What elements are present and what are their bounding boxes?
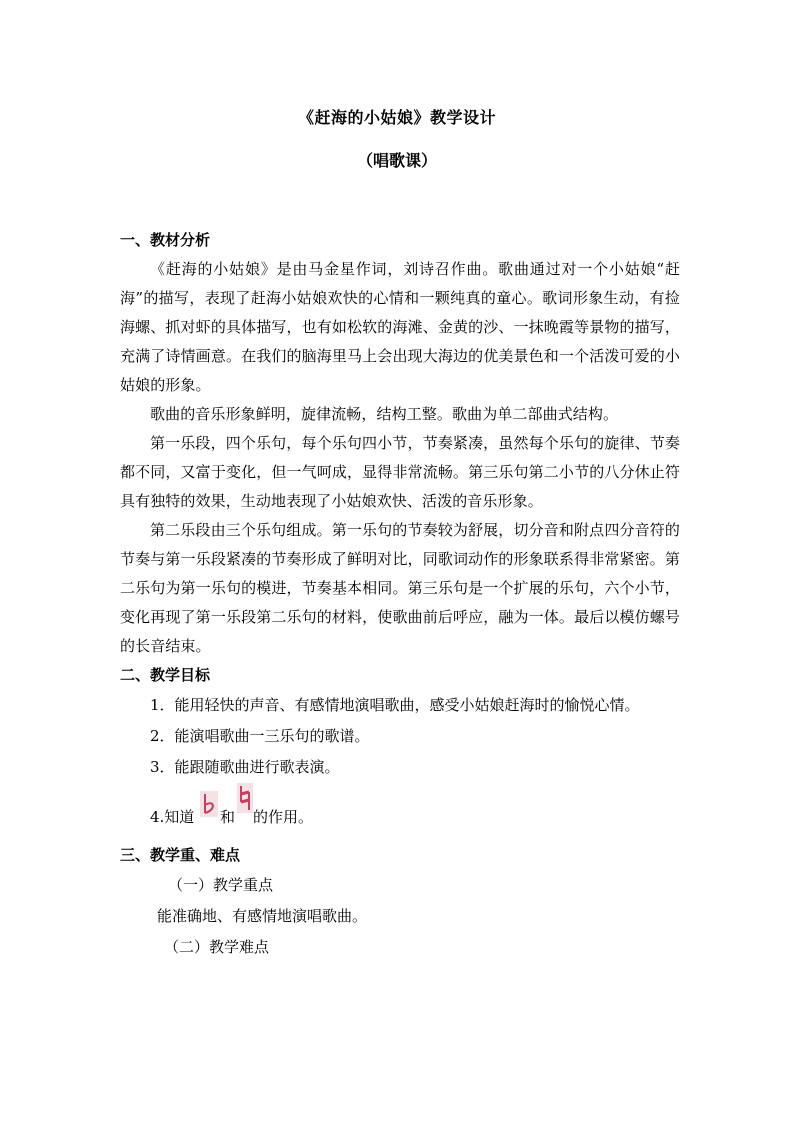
document-subtitle: （唱歌课） [356, 151, 437, 170]
document-body [120, 226, 680, 963]
subsection-text-key: 能准确地、有感情地演唱歌曲。 [157, 907, 368, 925]
objective-item-symbols [120, 783, 680, 841]
flat-sign-icon [200, 791, 218, 827]
section-heading-materials: 一、教材分析 [120, 231, 211, 249]
subsection-label-key: （一）教学重点 [168, 876, 274, 894]
paragraph: 第二乐段由三个乐句组成。第一乐句的节奏较为舒展，切分音和附点四分音符的节奏与第一乐段紧凑的节奏形成了鲜明对比，同歌词动作的形象联系得非常紧密。第二乐句为第一乐句的模进，节奏基本相同。第三乐句是一个扩展的乐句，六个小节，变化再现了第一乐段第二乐句的材料，使歌曲前后呼应，融为一体。最后以模仿螺号的长音结束。 [120, 521, 680, 655]
paragraph: 第一乐段，四个乐句，每个乐句四小节，节奏紧凑，虽然每个乐句的旋律、节奏都不同，又富于变化，但一气呵成，显得非常流畅。第三乐句第二小节的八分休止符具有独特的效果，生动地表现了小姑娘欢快、活泼的音乐形象。 [120, 434, 680, 510]
objective-item-middle: 和 [220, 808, 236, 826]
document-title: 《赶海的小姑娘》教学设计 [297, 108, 496, 127]
subsection-label-difficulty: （二）教学难点 [164, 938, 270, 956]
objective-item: 3．能跟随歌曲进行歌表演。 [150, 758, 340, 776]
paragraph: 《赶海的小姑娘》是由马金星作词，刘诗召作曲。歌曲通过对一个小姑娘“赶海”的描写，表现了赶海小姑娘欢快的心情和一颗纯真的童心。歌词形象生动，有捡海螺、抓对虾的具体描写，也有如松软的海滩、金黄的沙、一抹晚霞等景物的描写，充满了诗情画意。在我们的脑海里马上会出现大海边的优美景色和一个活泼可爱的小姑娘的形象。 [120, 260, 680, 394]
natural-sign-icon [237, 783, 253, 823]
objective-item: 1．能用轻快的声音、有感情地演唱歌曲，感受小姑娘赶海时的愉悦心情。 [150, 696, 640, 714]
paragraph: 歌曲的音乐形象鲜明，旋律流畅，结构工整。歌曲为单二部曲式结构。 [150, 405, 619, 423]
section-heading-objectives: 二、教学目标 [120, 666, 211, 684]
objective-item-prefix: 4.知道 [150, 808, 195, 826]
objective-item-suffix: 的作用。 [253, 808, 314, 826]
objective-item: 2．能演唱歌曲一三乐句的歌谱。 [150, 727, 370, 745]
section-heading-keypoints: 三、教学重、难点 [120, 846, 241, 864]
